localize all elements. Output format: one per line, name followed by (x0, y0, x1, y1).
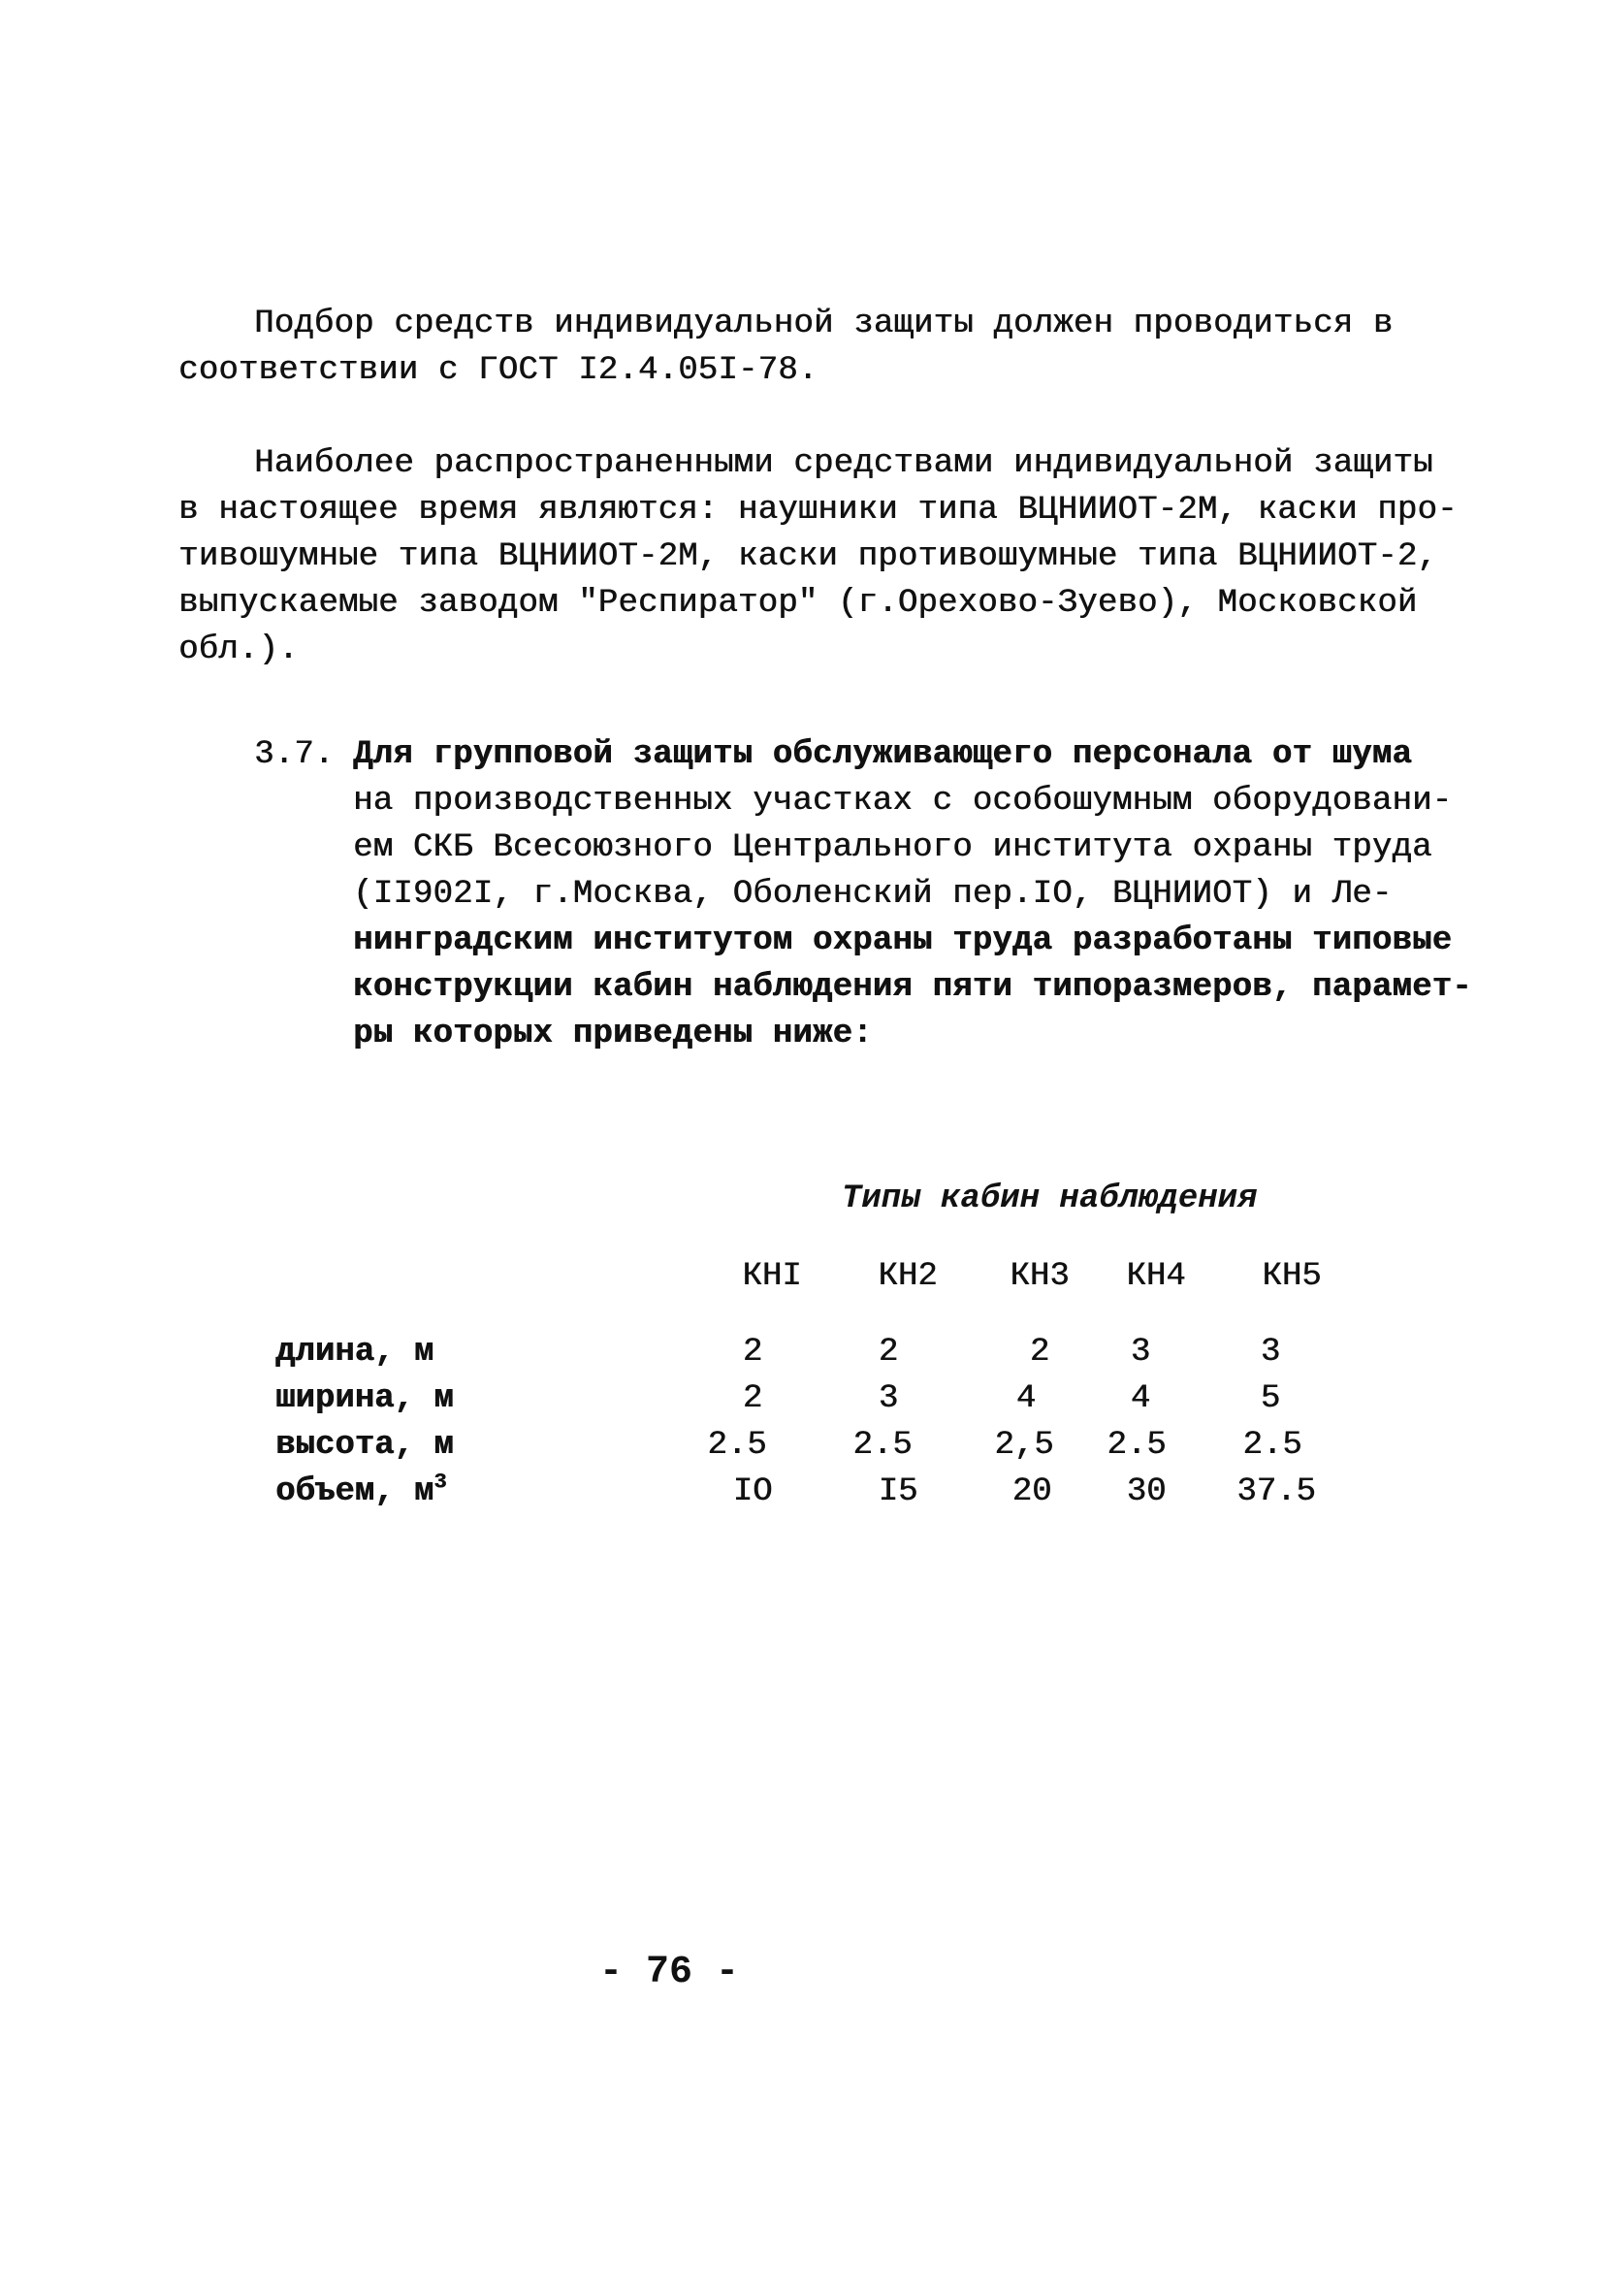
table-cell: 3 (878, 1380, 899, 1417)
column-header-kn5: КН5 (1262, 1258, 1322, 1295)
column-header-kn1: КНI (742, 1258, 802, 1295)
paragraph-2-line-2: в настоящее время являются: наушники типа ВЦНИИОТ-2М, каски про- (178, 492, 1458, 529)
row-label-volume-superscript: 3 (433, 1470, 447, 1495)
column-header-kn3: КН3 (1010, 1258, 1070, 1295)
column-header-kn4: КН4 (1126, 1258, 1186, 1295)
section-line-5: нинградским институтом охраны труда разработаны типовые (353, 922, 1453, 959)
table-cell: 3 (1130, 1334, 1151, 1371)
section-line-2: на производственных участках с особошумным оборудовани- (353, 783, 1453, 820)
table-cell: 2 (1029, 1334, 1050, 1371)
paragraph-2-line-5: обл.). (178, 631, 299, 668)
table-cell: 2.5 (852, 1427, 913, 1464)
table-cell: 4 (1130, 1380, 1151, 1417)
row-label-height: высота, м (275, 1427, 454, 1464)
table-cell: 5 (1260, 1380, 1281, 1417)
row-label-volume-text: объем, м (275, 1473, 434, 1510)
table-cell: 2 (742, 1380, 763, 1417)
row-label-volume (275, 1472, 446, 1511)
section-line-4: (II902I, г.Москва, Оболенский пер.IO, ВЦНИИОТ) и Ле- (353, 876, 1393, 913)
paragraph-2-line-4: выпускаемые заводом "Респиратор" (г.Орехово-Зуево), Московской (178, 585, 1418, 622)
table-cell: 2.5 (1107, 1427, 1167, 1464)
row-label-length: длина, м (275, 1334, 434, 1371)
row-label-width: ширина, м (275, 1380, 454, 1417)
table-cell: 2.5 (1242, 1427, 1302, 1464)
page-number: - 76 - (598, 1951, 740, 1994)
paragraph-1-line-2: соответствии с ГОСТ I2.4.05I-78. (178, 352, 818, 389)
section-line-7: ры которых приведены ниже: (353, 1016, 873, 1052)
section-line-1: Для групповой защиты обслуживающего персонала от шума (353, 736, 1412, 773)
table-cell: 2.5 (707, 1427, 767, 1464)
paragraph-2-line-1: Наиболее распространенными средствами индивидуальной защиты (254, 445, 1433, 482)
section-number: 3.7. (254, 736, 335, 773)
table-cell: 30 (1126, 1473, 1167, 1510)
table-cell: 4 (1015, 1380, 1037, 1417)
section-line-6: конструкции кабин наблюдения пяти типоразмеров, парамет- (353, 969, 1472, 1006)
table-cell: 2 (742, 1334, 763, 1371)
table-cell: 20 (1011, 1473, 1052, 1510)
table-cell: 37.5 (1236, 1473, 1316, 1510)
paragraph-2-line-3: тивошумные типа ВЦНИИОТ-2М, каски противошумные типа ВЦНИИОТ-2, (178, 538, 1438, 575)
section-line-3: ем СКБ Всесоюзного Центрального института охраны труда (353, 829, 1432, 866)
table-cell: IO (732, 1473, 773, 1510)
table-cell: 2 (878, 1334, 899, 1371)
table-cell: 3 (1260, 1334, 1281, 1371)
table-cell: 2,5 (994, 1427, 1054, 1464)
table-cell: I5 (878, 1473, 918, 1510)
table-title: Типы кабин наблюдения (842, 1180, 1258, 1217)
column-header-kn2: КН2 (878, 1258, 938, 1295)
paragraph-1-line-1: Подбор средств индивидуальной защиты должен проводиться в (254, 306, 1394, 342)
